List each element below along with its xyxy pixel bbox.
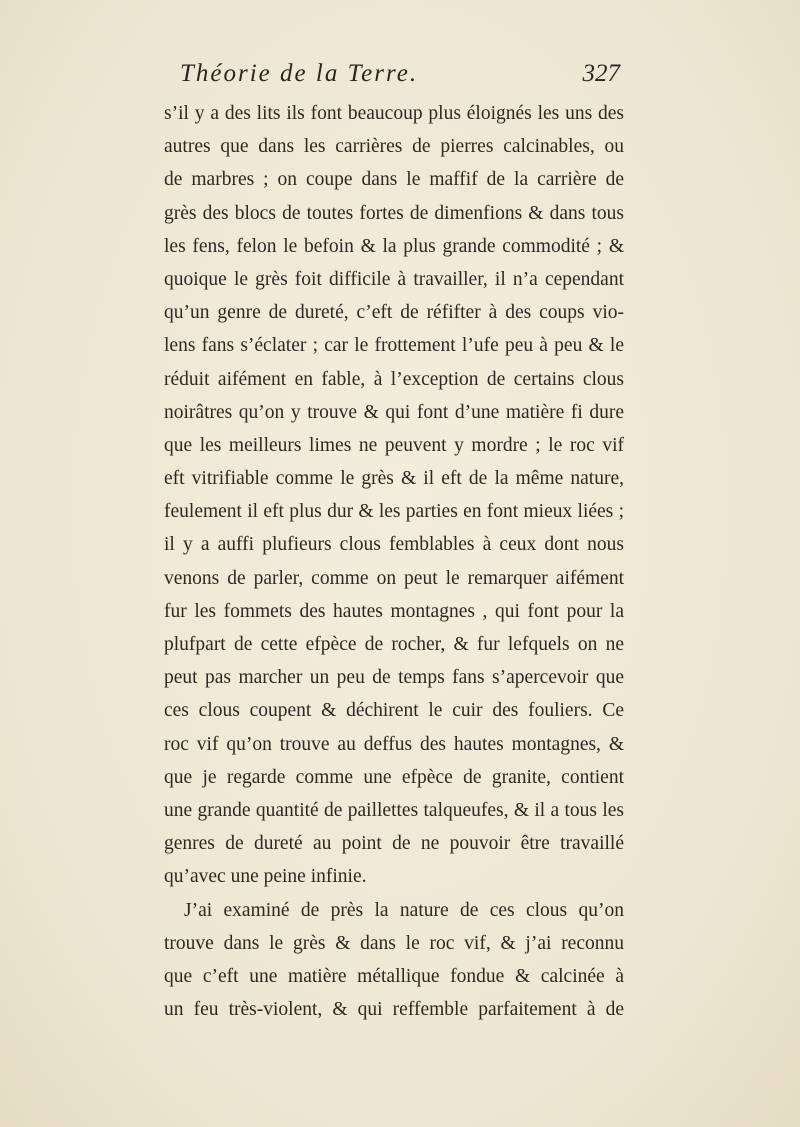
text-line: grès des blocs de toutes fortes de dimenfions & dans tous <box>164 202 624 224</box>
text-line: peut pas marcher un peu de temps fans s’apercevoir que <box>164 667 624 689</box>
text-line: noirâtres qu’on y trouve & qui font d’une matière fi dure <box>164 401 624 423</box>
text-line: de marbres ; on coupe dans le maffif de la carrière de <box>164 169 624 191</box>
text-line: J’ai examiné de près la nature de ces clous qu’on <box>184 899 624 921</box>
text-line: autres que dans les carrières de pierres calcinables, ou <box>164 136 624 158</box>
text-line: roc vif qu’on trouve au deffus des hautes montagnes, & <box>164 733 624 755</box>
page-header <box>180 60 620 96</box>
text-line: feulement il eft plus dur & les parties en font mieux liées ; <box>164 501 624 523</box>
text-line: réduit aifément en fable, à l’exception de certains clous <box>164 368 624 390</box>
text-line: eft vitrifiable comme le grès & il eft de la même nature, <box>164 468 624 490</box>
text-line: une grande quantité de paillettes talqueufes, & il a tous les <box>164 799 624 821</box>
text-line: que c’eft une matière métallique fondue & calcinée à <box>164 965 624 987</box>
page-number: 327 <box>582 60 620 87</box>
text-line: genres de dureté au point de ne pouvoir être travaillé <box>164 833 624 855</box>
running-title: Théorie de la Terre. <box>180 60 419 87</box>
text-line: plufpart de cette efpèce de rocher, & fur lefquels on ne <box>164 634 624 655</box>
text-line: un feu très-violent, & qui reffemble parfaitement à de <box>164 999 624 1021</box>
text-line: lens fans s’éclater ; car le frottement l’ufe peu à peu & le <box>164 335 624 357</box>
text-line: qu’un genre de dureté, c’eft de réfifter à des coups vio- <box>164 302 624 324</box>
text-line: il y a auffi plufieurs clous femblables à ceux dont nous <box>164 534 624 556</box>
text-line: s’il y a des lits ils font beaucoup plus éloignés les uns des <box>164 103 624 124</box>
text-line: les fens, felon le befoin & la plus grande commodité ; & <box>164 235 624 257</box>
text-line: quoique le grès foit difficile à travailler, il n’a cependant <box>164 268 624 290</box>
text-line: trouve dans le grès & dans le roc vif, & j’ai reconnu <box>164 932 624 954</box>
text-line: que les meilleurs limes ne peuvent y mordre ; le roc vif <box>164 434 624 456</box>
text-line: que je regarde comme une efpèce de granite, contient <box>164 766 624 788</box>
text-line: ces clous coupent & déchirent le cuir des fouliers. Ce <box>164 700 624 722</box>
text-line: venons de parler, comme on peut le remarquer aifément <box>164 567 624 589</box>
body-text <box>164 97 624 1026</box>
text-line: fur les fommets des hautes montagnes , qui font pour la <box>164 600 624 622</box>
text-line: qu’avec une peine infinie. <box>164 866 367 888</box>
